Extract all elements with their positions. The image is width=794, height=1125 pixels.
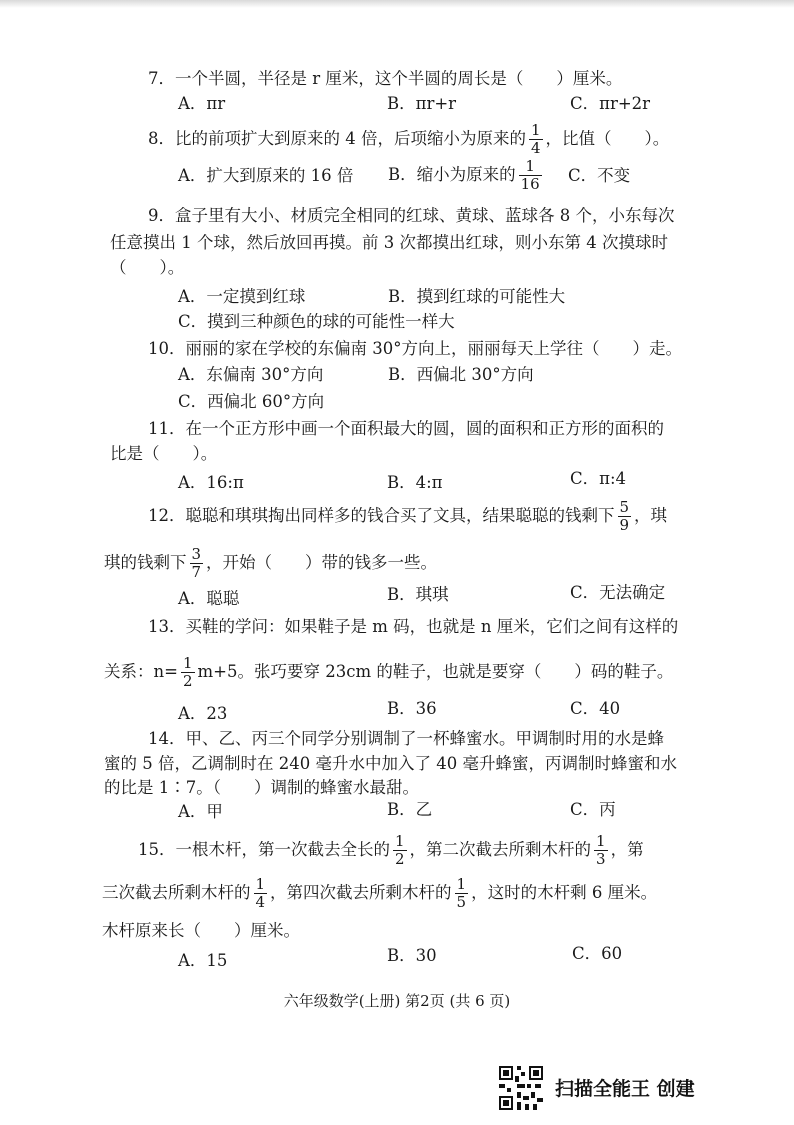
q15-line3: 木杆原来长（ ）厘米。 <box>102 921 300 940</box>
q8-option-a: A．扩大到原来的 16 倍 <box>178 166 354 185</box>
q8-fraction: $\frac{1}{4}$ <box>531 121 541 157</box>
q15-option-a: A．15 <box>178 951 228 970</box>
q12-line1: 12．聪聪和琪琪掏出同样多的钱合买了文具，结果聪聪的钱剩下 $\frac{5}{9}$ ，琪 <box>148 498 668 534</box>
q9-option-b: B．摸到红球的可能性大 <box>388 287 566 306</box>
q15-fraction-1: $\frac{1}{2}$ <box>395 832 405 868</box>
q13-line2: 关系：n= $\frac{1}{2}$ m+5。张巧要穿 23cm 的鞋子，也就是要穿（ ）码的鞋子。 <box>104 654 674 690</box>
q15-fraction-2: $\frac{1}{3}$ <box>596 832 606 868</box>
q7-stem: 7．一个半圆，半径是 r 厘米，这个半圆的周长是（ ）厘米。 <box>148 69 623 88</box>
q14-line1: 14．甲、乙、丙三个同学分别调制了一杯蜂蜜水。甲调制时用的水是蜂 <box>148 729 664 748</box>
q13-line1: 13．买鞋的学问：如果鞋子是 m 码，也就是 n 厘米，它们之间有这样的 <box>148 617 679 636</box>
q8-option-c: C．不变 <box>568 166 631 185</box>
q11-option-c: C．π:4 <box>570 469 627 488</box>
q10-stem: 10．丽丽的家在学校的东偏南 30°方向上，丽丽每天上学往（ ）走。 <box>148 339 682 358</box>
q7-option-c: C．πr+2r <box>570 94 651 113</box>
q10-option-b: B．西偏北 30°方向 <box>388 365 534 384</box>
q14-option-a: A．甲 <box>178 802 223 821</box>
q13-fraction: $\frac{1}{2}$ <box>182 654 193 690</box>
q13-option-c: C．40 <box>570 699 621 718</box>
q14-option-c: C．丙 <box>570 800 616 819</box>
q15-fraction-4: $\frac{1}{5}$ <box>456 875 467 911</box>
q12-line2: 琪的钱剩下 $\frac{3}{7}$ ，开始（ ）带的钱多一些。 <box>104 545 438 581</box>
q7-option-a: A．πr <box>178 94 226 113</box>
scanner-watermark-text: 扫描全能王 创建 <box>555 1078 695 1100</box>
q14-line3: 的比是 1∶7。（ ）调制的蜂蜜水最甜。 <box>104 778 419 797</box>
q8-stem: 8．比的前项扩大到原来的 4 倍，后项缩小为原来的 $\frac{1}{4}$ ，比值（ ）。 <box>148 121 670 157</box>
q12-option-a: A．聪聪 <box>178 589 240 608</box>
q11-line2: 比是（ ）。 <box>110 444 218 463</box>
q15-fraction-3: $\frac{1}{4}$ <box>255 875 266 911</box>
q8-option-b-fraction: $\frac{1}{16}$ <box>520 157 540 193</box>
q15-option-b: B．30 <box>387 946 437 965</box>
q9-line3: （ ）。 <box>110 258 185 277</box>
qr-code-icon <box>497 1064 545 1112</box>
page-top-edge <box>0 0 794 8</box>
q12-option-c: C．无法确定 <box>570 583 666 602</box>
q9-line1: 9．盒子里有大小、材质完全相同的红球、黄球、蓝球各 8 个，小东每次 <box>148 206 675 225</box>
q7-option-b: B．πr+r <box>387 94 457 113</box>
q15-line1: 15．一根木杆，第一次截去全长的 $\frac{1}{2}$ ，第二次截去所剩木杆的 $\frac{1}{3}$ ，第 <box>138 832 644 868</box>
q10-option-c: C．西偏北 60°方向 <box>178 392 325 411</box>
q13-option-a: A．23 <box>178 704 228 723</box>
q11-option-a: A．16:π <box>178 473 244 492</box>
q9-line2: 任意摸出 1 个球，然后放回再摸。前 3 次都摸出红球，则小东第 4 次摸球时 <box>110 233 668 252</box>
q11-line1: 11．在一个正方形中画一个面积最大的圆，圆的面积和正方形的面积的 <box>148 419 664 438</box>
page-footer: 六年级数学(上册) 第2页 (共 6 页) <box>283 992 511 1010</box>
q8-option-b: B．缩小为原来的 $\frac{1}{16}$ <box>388 157 540 193</box>
q11-option-b: B．4:π <box>387 473 443 492</box>
q9-option-c: C．摸到三种颜色的球的可能性一样大 <box>178 312 455 331</box>
q15-option-c: C．60 <box>572 944 623 963</box>
q14-option-b: B．乙 <box>387 800 433 819</box>
q12-fraction-2: $\frac{3}{7}$ <box>191 545 202 581</box>
q13-option-b: B．36 <box>387 699 437 718</box>
q10-option-a: A．东偏南 30°方向 <box>178 365 324 384</box>
q14-line2: 蜜的 5 倍，乙调制时在 240 毫升水中加入了 40 毫升蜂蜜，丙调制时蜂蜜和水 <box>104 754 677 773</box>
q12-fraction-1: $\frac{5}{9}$ <box>619 498 630 534</box>
q9-option-a: A．一定摸到红球 <box>178 287 306 306</box>
q15-line2: 三次截去所剩木杆的 $\frac{1}{4}$ ，第四次截去所剩木杆的 $\frac{1}{5}$ ，这时的木杆剩 6 厘米。 <box>102 875 658 911</box>
q12-option-b: B．琪琪 <box>387 585 449 604</box>
